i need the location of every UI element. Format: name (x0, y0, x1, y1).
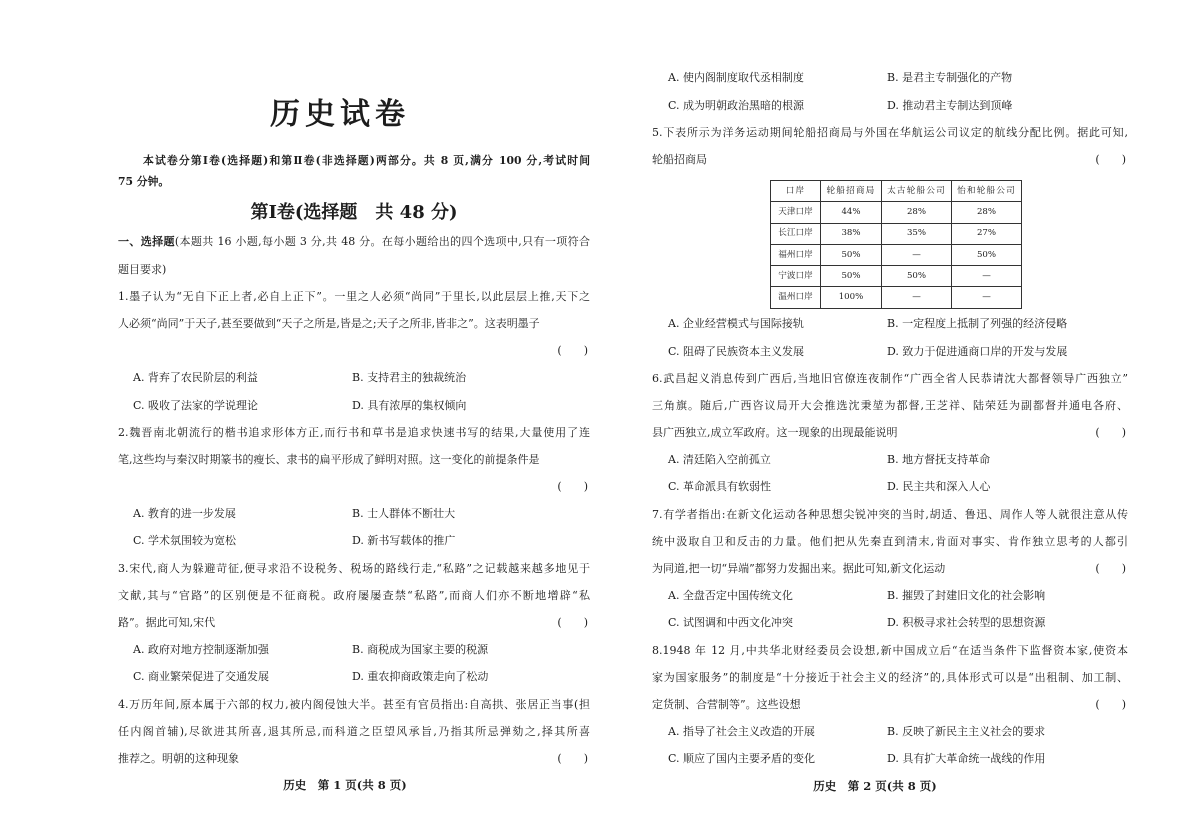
question-stem-line: 6.武昌起义消息传到广西后,当地旧官僚连夜制作“广西全省人民恭请沈大都督领导广西独立” (652, 371, 1128, 385)
question-8 (652, 637, 1128, 773)
question-stem-line: 为同道,把一切“异端”都努力发掘出来。据此可知,新文化运动 (652, 562, 946, 576)
table-cell: 长江口岸 (771, 223, 821, 244)
option-b: B. 一定程度上抵制了列强的经济侵略 (887, 317, 1068, 331)
option-d: D. 重农抑商政策走向了松动 (352, 670, 489, 684)
table-cell: — (882, 287, 952, 308)
option-a: A. 全盘否定中国传统文化 (668, 589, 793, 603)
exam-intro (118, 150, 590, 192)
option-b: B. 商税成为国家主要的税源 (352, 643, 489, 657)
question-3 (118, 555, 590, 691)
option-d: D. 推动君主专制达到顶峰 (887, 98, 1013, 112)
question-stem-last-line (652, 146, 1128, 173)
question-stem-last-line (652, 691, 1128, 718)
option-row (652, 718, 1128, 745)
question-stem-line: 统中汲取自卫和反击的力量。他们把从先秦直到清末,肯面对事实、肯作独立思考的人都引 (652, 534, 1128, 548)
option-c: C. 学术氛围较为宽松 (133, 534, 237, 548)
table-cell: 宁波口岸 (771, 266, 821, 287)
route-allocation-table-wrap (770, 180, 1022, 302)
option-c: C. 试图调和中西文化冲突 (668, 616, 794, 630)
table-cell: 35% (882, 223, 952, 244)
answer-bracket: ( ) (557, 616, 588, 630)
option-c: C. 吸收了法家的学说理论 (133, 398, 259, 412)
question-stem-line: 轮船招商局 (652, 152, 707, 166)
option-row (652, 745, 1128, 772)
option-a: A. 背弃了农民阶层的利益 (133, 371, 258, 385)
table-cell: 50% (821, 266, 882, 287)
exam-intro-line: 本试卷分第Ⅰ卷(选择题)和第Ⅱ卷(非选择题)两部分。共 8 页,满分 100 分,考试时间 (143, 154, 590, 167)
option-row (652, 473, 1128, 500)
option-d: D. 新书写载体的推广 (352, 534, 456, 548)
question-list (118, 228, 590, 799)
exam-title: 历史试卷 (270, 97, 410, 132)
question-stem-last-line (652, 419, 1128, 446)
question-stem-line: 人必须“尚同”于天子,甚至要做到“天子之所是,皆是之;天子之所非,皆非之”。这表明墨子 (118, 316, 540, 330)
option-c: C. 商业繁荣促进了交通发展 (133, 670, 270, 684)
option-b: B. 地方督抚支持革命 (887, 453, 991, 467)
option-row (652, 64, 1128, 91)
option-c: C. 成为明朝政治黑暗的根源 (668, 98, 805, 112)
option-d: D. 具有扩大革命统一战线的作用 (887, 752, 1046, 766)
section-instruction-line: 题目要求) (118, 262, 167, 276)
option-a: A. 使内阁制度取代丞相制度 (668, 71, 804, 85)
page-footer: 历史 第 2 页(共 8 页) (813, 778, 937, 793)
question-stem-line: 推荐之。明朝的这种现象 (118, 751, 239, 765)
section-heading: 第Ⅰ卷(选择题 共 48 分) (250, 202, 458, 223)
question-stem-line: 7.有学者指出:在新文化运动各种思想尖锐冲突的当时,胡适、鲁迅、周作人等人就很注意从传 (652, 507, 1128, 521)
table-cell: 温州口岸 (771, 287, 821, 308)
question-stem-line: 3.宋代,商人为躲避苛征,便寻求沿不设税务、税场的路线行走,“私路”之记载越来越多地见于 (118, 561, 590, 575)
table-cell: 28% (952, 202, 1022, 223)
answer-bracket: ( ) (557, 480, 588, 494)
table-row (771, 223, 1022, 244)
table-cell: 27% (952, 223, 1022, 244)
table-cell: — (882, 244, 952, 265)
option-d: D. 致力于促进通商口岸的开发与发展 (887, 344, 1068, 358)
question-6 (652, 365, 1128, 501)
table-header-cell: 口岸 (771, 180, 821, 201)
table-row (771, 202, 1022, 223)
exam-page-1 (118, 0, 590, 838)
question-5 (652, 119, 1128, 365)
question-list (652, 64, 1128, 799)
answer-bracket: ( ) (557, 751, 588, 765)
option-c: C. 阻碍了民族资本主义发展 (668, 344, 805, 358)
question-1 (118, 283, 590, 419)
answer-bracket: ( ) (1095, 697, 1126, 711)
question-stem-line: 文献,其与“官路”的区别便是不征商税。政府屡屡查禁“私路”,而商人们亦不断地增辟“私 (118, 588, 590, 602)
table-cell: 50% (952, 244, 1022, 265)
option-b: B. 反映了新民主主义社会的要求 (887, 725, 1046, 739)
answer-bracket: ( ) (1095, 426, 1126, 440)
question-stem-line: 县广西独立,成立军政府。这一现象的出现最能说明 (652, 426, 898, 440)
option-b: B. 士人群体不断壮大 (352, 507, 456, 521)
table-cell: 38% (821, 223, 882, 244)
option-row (118, 527, 590, 554)
option-row (652, 609, 1128, 636)
option-d: D. 具有浓厚的集权倾向 (352, 398, 467, 412)
option-a: A. 教育的进一步发展 (133, 507, 236, 521)
answer-bracket: ( ) (557, 344, 588, 358)
option-b: B. 支持君主的独裁统治 (352, 371, 467, 385)
question-stem-line: 笔,这些均与秦汉时期篆书的瘦长、隶书的扁平形成了鲜明对照。这一变化的前提条件是 (118, 452, 540, 466)
option-a: A. 清廷陷入空前孤立 (668, 453, 771, 467)
question-stem-line: 5.下表所示为洋务运动期间轮船招商局与外国在华航运公司议定的航线分配比例。据此可知, (652, 125, 1128, 139)
option-row (652, 582, 1128, 609)
option-row (118, 636, 590, 663)
option-d: D. 积极寻求社会转型的思想资源 (887, 616, 1046, 630)
table-row (771, 266, 1022, 287)
question-stem-line: 任内阁首辅),尽欲进其所喜,退其所忌,而科道之臣望风承旨,乃指其所忌弹劾之,择其所喜 (118, 724, 590, 738)
option-row (118, 392, 590, 419)
question-stem-line: 三角旗。随后,广西咨议局开大会推选沈秉堃为都督,王芝祥、陆荣廷为副都督并通电各府、 (652, 398, 1128, 412)
option-row (118, 364, 590, 391)
option-c: C. 革命派具有软弱性 (668, 480, 772, 494)
question-2 (118, 419, 590, 555)
option-c: C. 顺应了国内主要矛盾的变化 (668, 752, 816, 766)
section-instruction-label: 一、选择题 (118, 235, 175, 249)
option-row (652, 338, 1128, 365)
question-stem-last-line (118, 609, 590, 636)
question-7 (652, 501, 1128, 637)
option-b: B. 摧毁了封建旧文化的社会影响 (887, 589, 1046, 603)
exam-intro-line: 75 分钟。 (118, 175, 170, 188)
answer-bracket: ( ) (1095, 562, 1126, 576)
table-header-cell: 怡和轮船公司 (952, 180, 1022, 201)
table-cell: 100% (821, 287, 882, 308)
table-header-cell: 太古轮船公司 (882, 180, 952, 201)
route-allocation-table (770, 180, 1022, 309)
question-stem-line: 定货制、合营制等”。这些设想 (652, 697, 801, 711)
answer-bracket: ( ) (1095, 152, 1126, 166)
option-b: B. 是君主专制强化的产物 (887, 71, 1013, 85)
question-4-options (652, 64, 1128, 118)
option-a: A. 指导了社会主义改造的开展 (668, 725, 815, 739)
table-header-cell: 轮船招商局 (821, 180, 882, 201)
table-cell: — (952, 266, 1022, 287)
question-stem-last-line (652, 555, 1128, 582)
table-header-row (771, 180, 1022, 201)
question-stem-line: 8.1948 年 12 月,中共华北财经委员会设想,新中国成立后“在适当条件下监督资本家,使资本 (652, 643, 1128, 657)
question-4 (118, 691, 590, 773)
option-row (652, 92, 1128, 119)
table-cell: 天津口岸 (771, 202, 821, 223)
option-a: A. 企业经营模式与国际接轨 (668, 317, 804, 331)
table-cell: 44% (821, 202, 882, 223)
option-row (118, 500, 590, 527)
option-a: A. 政府对地方控制逐渐加强 (133, 643, 269, 657)
option-row (118, 663, 590, 690)
option-d: D. 民主共和深入人心 (887, 480, 991, 494)
table-cell: 福州口岸 (771, 244, 821, 265)
table-cell: 50% (821, 244, 882, 265)
table-cell: 28% (882, 202, 952, 223)
question-stem-line: 1.墨子认为“无自下正上者,必自上正下”。一里之人必须“尚同”于里长,以此层层上推,天下之 (118, 289, 590, 303)
exam-page-2 (652, 0, 1128, 838)
option-row (652, 310, 1128, 337)
question-stem-line: 2.魏晋南北朝流行的楷书追求形体方正,而行书和草书是追求快速书写的结果,大量使用了连 (118, 425, 590, 439)
question-stem-line: 家为国家服务”的制度是“十分接近于社会主义的经济”的,具体形式可以是“出租制、加工制、 (652, 670, 1128, 684)
table-row (771, 287, 1022, 308)
option-row (652, 446, 1128, 473)
question-stem-line: 4.万历年间,原本属于六部的权力,被内阁侵蚀大半。甚至有官员指出:自高拱、张居正当事(担 (118, 697, 590, 711)
section-instruction-line: (本题共 16 小题,每小题 3 分,共 48 分。在每小题给出的四个选项中,只有一项符合 (174, 235, 591, 249)
table-row (771, 244, 1022, 265)
question-stem-line: 路”。据此可知,宋代 (118, 616, 216, 630)
table-cell: — (952, 287, 1022, 308)
page-footer: 历史 第 1 页(共 8 页) (283, 778, 407, 793)
section-instruction (118, 228, 590, 255)
question-stem-last-line (118, 745, 590, 772)
table-cell: 50% (882, 266, 952, 287)
